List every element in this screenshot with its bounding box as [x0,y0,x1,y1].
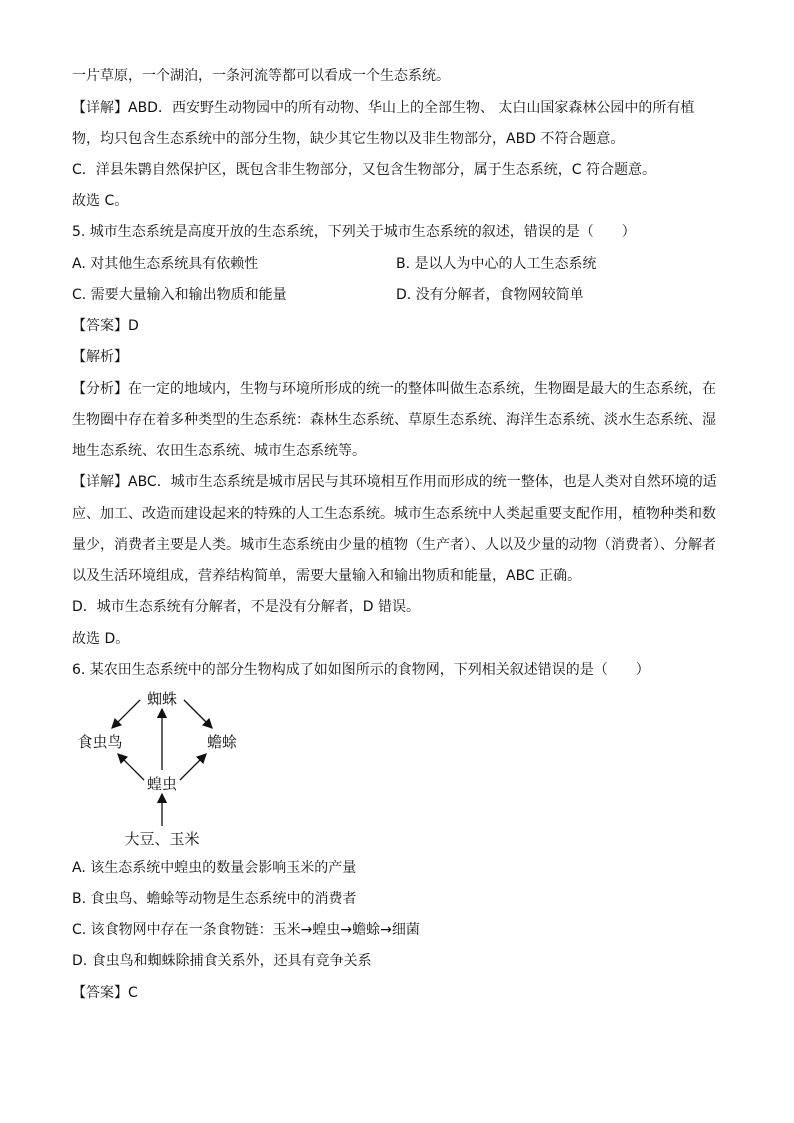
option-b: B. 是以人为中心的人工生态系统 [396,256,597,272]
text-line: 物，均只包含生态系统中的部分生物，缺少其它生物以及非生物部分，ABD 不符合题意。 [72,131,625,147]
option-c: C. 该食物网中存在一条食物链：玉米→蝗虫→蟾蜍→细菌 [72,922,420,938]
option-b: B. 食虫鸟、蟾蜍等动物是生态系统中的消费者 [72,891,357,907]
text-line: C．洋县朱鹮自然保护区，既包含非生物部分，又包含生物部分，属于生态系统，C 符合题意。 [72,162,656,178]
node-plants: 大豆、玉米 [124,830,200,848]
detail-line: 【详解】ABC．城市生态系统是城市居民与其环境相互作用而形成的统一整体，也是人类对自然环境的适 [72,474,717,490]
analysis-line: 地生态系统、农田生态系统、城市生态系统等。 [72,443,366,459]
arrow-locust-toad [180,754,206,780]
arrow-spider-toad [184,700,212,728]
detail-line: D．城市生态系统有分解者，不是没有分解者，D 错误。 [72,599,421,615]
choice-line: 故选 C。 [72,193,129,209]
text-line: 一片草原，一个湖泊，一条河流等都可以看成一个生态系统。 [72,68,450,84]
detail-line: 【详解】ABD．西安野生动物园中的所有动物、华山上的全部生物、 太白山国家森林公园中的所有植 [72,100,695,116]
node-locust: 蝗虫 [146,775,178,793]
answer-label: 【答案】D [72,318,139,334]
node-spider: 蜘蛛 [146,690,178,708]
arrow-locust-bird [118,754,144,780]
node-toad: 蟾蜍 [206,733,238,751]
food-web-diagram [72,684,252,854]
question-5: 5. 城市生态系统是高度开放的生态系统，下列关于城市生态系统的叙述，错误的是（ ） [72,224,636,240]
arrow-spider-bird [112,700,140,728]
node-bird: 食虫鸟 [77,733,123,751]
choice-line: 故选 D。 [72,631,130,647]
detail-line: 以及生活环境组成，营养结构简单，需要大量输入和输出物质和能量，ABC 正确。 [72,568,582,584]
option-d: D. 食虫鸟和蜘蛛除捕食关系外，还具有竞争关系 [72,953,372,969]
detail-line: 量少，消费者主要是人类。城市生态系统由少量的植物（生产者）、人以及少量的动物（消费者）、分解者 [72,537,716,553]
analysis-label: 【解析】 [72,349,128,365]
analysis-line: 生物圈中存在着多种类型的生态系统：森林生态系统、草原生态系统、海洋生态系统、淡水生态系统、湿 [72,412,716,428]
detail-line: 应、加工、改造而建设起来的特殊的人工生态系统。城市生态系统中人类起重要支配作用，植物种类和数 [72,506,716,522]
option-a: A. 该生态系统中蝗虫的数量会影响玉米的产量 [72,860,357,876]
option-d: D. 没有分解者，食物网较简单 [396,287,584,303]
option-a: A. 对其他生态系统具有依赖性 [72,256,259,272]
question-6: 6. 某农田生态系统中的部分生物构成了如如图所示的食物网，下列相关叙述错误的是（ ） [72,662,650,678]
analysis-line: 【分析】在一定的地域内，生物与环境所形成的统一的整体叫做生态系统，生物圈是最大的生态系统，在 [72,381,716,397]
answer-label: 【答案】C [72,985,138,1001]
option-c: C. 需要大量输入和输出物质和能量 [72,287,287,303]
